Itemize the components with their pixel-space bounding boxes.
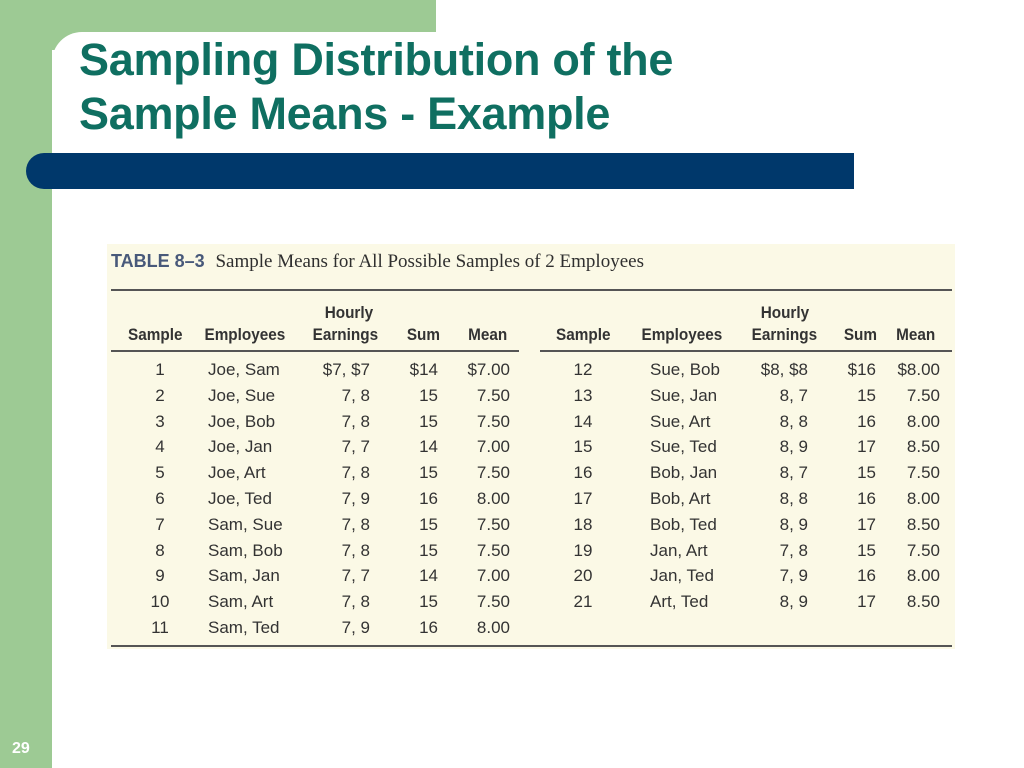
header-hourly-right: Hourly: [760, 303, 810, 322]
sum-cell: 15: [419, 514, 438, 534]
sum-cell: 15: [419, 592, 438, 612]
left-earnings-column: [300, 357, 370, 641]
employees-cell: Joe, Ted: [208, 488, 272, 508]
earnings-cell: 7, 8: [779, 540, 808, 560]
right-sum-column: [830, 357, 876, 615]
sample-cell: 6: [155, 488, 165, 508]
sum-cell: 17: [857, 592, 876, 612]
employees-cell: Sam, Ted: [208, 617, 280, 637]
employees-cell: Joe, Sam: [208, 360, 280, 379]
mean-cell: $7.00: [467, 360, 510, 379]
header-sample-right: Sample: [556, 325, 611, 344]
sample-cell: 10: [150, 592, 170, 612]
sample-cell: 20: [573, 566, 593, 586]
earnings-cell: 7, 8: [341, 514, 370, 534]
left-employees-column: [208, 357, 298, 641]
mean-cell: 8.00: [906, 566, 940, 586]
mean-cell: 8.00: [906, 488, 940, 508]
employees-cell: Sue, Bob: [650, 360, 720, 379]
employees-cell: Sue, Ted: [650, 437, 717, 457]
sample-cell: 4: [155, 437, 165, 457]
sum-cell: 15: [857, 385, 876, 405]
mean-cell: 7.50: [476, 592, 510, 612]
employees-cell: Bob, Jan: [650, 463, 718, 483]
sample-cell: 15: [573, 437, 593, 457]
sample-cell: 9: [155, 566, 165, 586]
sum-cell: 15: [419, 411, 438, 431]
sum-cell: $14: [409, 360, 438, 379]
earnings-cell: 7, 8: [341, 540, 370, 560]
earnings-cell: 8, 8: [779, 488, 808, 508]
sample-cell: 19: [573, 540, 593, 560]
employees-cell: Jan, Art: [650, 540, 708, 560]
earnings-cell: 7, 8: [341, 385, 370, 405]
slide-title: [79, 33, 673, 141]
earnings-cell: 8, 7: [779, 385, 808, 405]
sum-cell: $16: [847, 360, 876, 379]
sum-cell: 17: [857, 437, 876, 457]
left-accent-band: [0, 0, 52, 768]
employees-cell: Joe, Art: [208, 463, 266, 483]
sample-cell: 11: [151, 617, 169, 637]
header-earnings-left: Earnings: [312, 325, 379, 344]
earnings-cell: 8, 9: [779, 592, 808, 612]
mean-cell: 7.50: [476, 514, 510, 534]
sum-cell: 15: [419, 540, 438, 560]
sum-cell: 15: [857, 463, 876, 483]
employees-cell: Joe, Jan: [208, 437, 273, 457]
mean-cell: 7.50: [906, 385, 940, 405]
header-sum-left: Sum: [406, 325, 441, 344]
sample-cell: 17: [573, 488, 593, 508]
header-mean-left: Mean: [468, 325, 508, 344]
mean-cell: 7.50: [476, 463, 510, 483]
sum-cell: 16: [419, 617, 438, 637]
header-sample-left: Sample: [128, 325, 183, 344]
earnings-cell: 8, 7: [779, 463, 808, 483]
sample-cell: 12: [573, 360, 593, 379]
earnings-cell: 7, 9: [779, 566, 808, 586]
employees-cell: Sam, Bob: [208, 540, 283, 560]
earnings-cell: $8, $8: [760, 360, 808, 379]
sum-cell: 17: [857, 514, 876, 534]
sum-cell: 16: [419, 488, 438, 508]
earnings-cell: 7, 7: [341, 437, 370, 457]
sum-cell: 14: [419, 437, 438, 457]
header-earnings-right: Earnings: [751, 325, 818, 344]
title-line-2: Sample Means - Example: [79, 88, 611, 139]
sum-cell: 16: [857, 411, 876, 431]
employees-cell: Joe, Sue: [208, 385, 276, 405]
mean-cell: 8.00: [476, 617, 510, 637]
table-caption-text: Sample Means for All Possible Samples of 2 Employees: [215, 251, 644, 272]
title-line-1: Sampling Distribution of the: [79, 34, 674, 85]
sample-cell: 21: [573, 592, 593, 612]
sample-cell: 3: [155, 411, 165, 431]
sum-cell: 16: [857, 566, 876, 586]
mean-cell: 8.50: [906, 437, 940, 457]
table-header-rule-right: [540, 350, 952, 352]
employees-cell: Sue, Jan: [650, 385, 718, 405]
earnings-cell: $7, $7: [322, 360, 370, 379]
sum-cell: 16: [857, 488, 876, 508]
sum-cell: 15: [857, 540, 876, 560]
sum-cell: 14: [419, 566, 438, 586]
mean-cell: 8.50: [906, 592, 940, 612]
table-caption-number: TABLE 8–3: [111, 251, 205, 271]
employees-cell: Sam, Jan: [208, 566, 280, 586]
sample-cell: 7: [155, 514, 165, 534]
mean-cell: 7.50: [906, 540, 940, 560]
employees-cell: Sam, Art: [208, 592, 274, 612]
header-employees-left: Employees: [204, 325, 286, 344]
left-sum-column: [392, 357, 438, 641]
table-caption: [111, 251, 644, 273]
employees-cell: Joe, Bob: [208, 411, 276, 431]
sample-cell: 13: [573, 385, 593, 405]
sum-cell: 15: [419, 385, 438, 405]
earnings-cell: 7, 8: [341, 411, 370, 431]
sample-cell: 8: [155, 540, 165, 560]
mean-cell: 7.50: [476, 385, 510, 405]
table-header-rule-left: [111, 350, 519, 352]
sum-cell: 15: [419, 463, 438, 483]
employees-cell: Sam, Sue: [208, 514, 283, 534]
earnings-cell: 7, 8: [341, 463, 370, 483]
mean-cell: 8.00: [906, 411, 940, 431]
right-sample-column: [563, 357, 603, 615]
earnings-cell: 8, 9: [779, 437, 808, 457]
mean-cell: 7.00: [476, 566, 510, 586]
header-hourly-left: Hourly: [324, 303, 374, 322]
earnings-cell: 7, 9: [341, 617, 370, 637]
right-mean-column: [885, 357, 940, 615]
mean-cell: 7.50: [906, 463, 940, 483]
earnings-cell: 8, 8: [779, 411, 808, 431]
table-top-rule: [111, 289, 952, 291]
sample-cell: 1: [155, 360, 165, 379]
sample-cell: 2: [155, 385, 165, 405]
employees-cell: Art, Ted: [650, 592, 709, 612]
sample-cell: 16: [573, 463, 593, 483]
mean-cell: 8.50: [906, 514, 940, 534]
employees-cell: Sue, Art: [650, 411, 711, 431]
left-sample-column: [140, 357, 180, 641]
title-divider-bar: [26, 153, 854, 189]
mean-cell: $8.00: [897, 360, 940, 379]
right-employees-column: [650, 357, 740, 615]
header-employees-right: Employees: [641, 325, 723, 344]
sample-cell: 18: [573, 514, 593, 534]
page-number: 29: [12, 740, 30, 757]
employees-cell: Bob, Art: [650, 488, 711, 508]
employees-cell: Jan, Ted: [650, 566, 714, 586]
mean-cell: 7.50: [476, 411, 510, 431]
mean-cell: 7.50: [476, 540, 510, 560]
right-earnings-column: [738, 357, 808, 615]
earnings-cell: 7, 7: [341, 566, 370, 586]
earnings-cell: 7, 8: [341, 592, 370, 612]
left-mean-column: [455, 357, 510, 641]
sample-cell: 14: [573, 411, 593, 431]
mean-cell: 7.00: [476, 437, 510, 457]
header-mean-right: Mean: [896, 325, 936, 344]
earnings-cell: 7, 9: [341, 488, 370, 508]
employees-cell: Bob, Ted: [650, 514, 717, 534]
earnings-cell: 8, 9: [779, 514, 808, 534]
mean-cell: 8.00: [476, 488, 510, 508]
sample-cell: 5: [155, 463, 165, 483]
table-bottom-rule: [111, 645, 952, 647]
header-sum-right: Sum: [843, 325, 878, 344]
